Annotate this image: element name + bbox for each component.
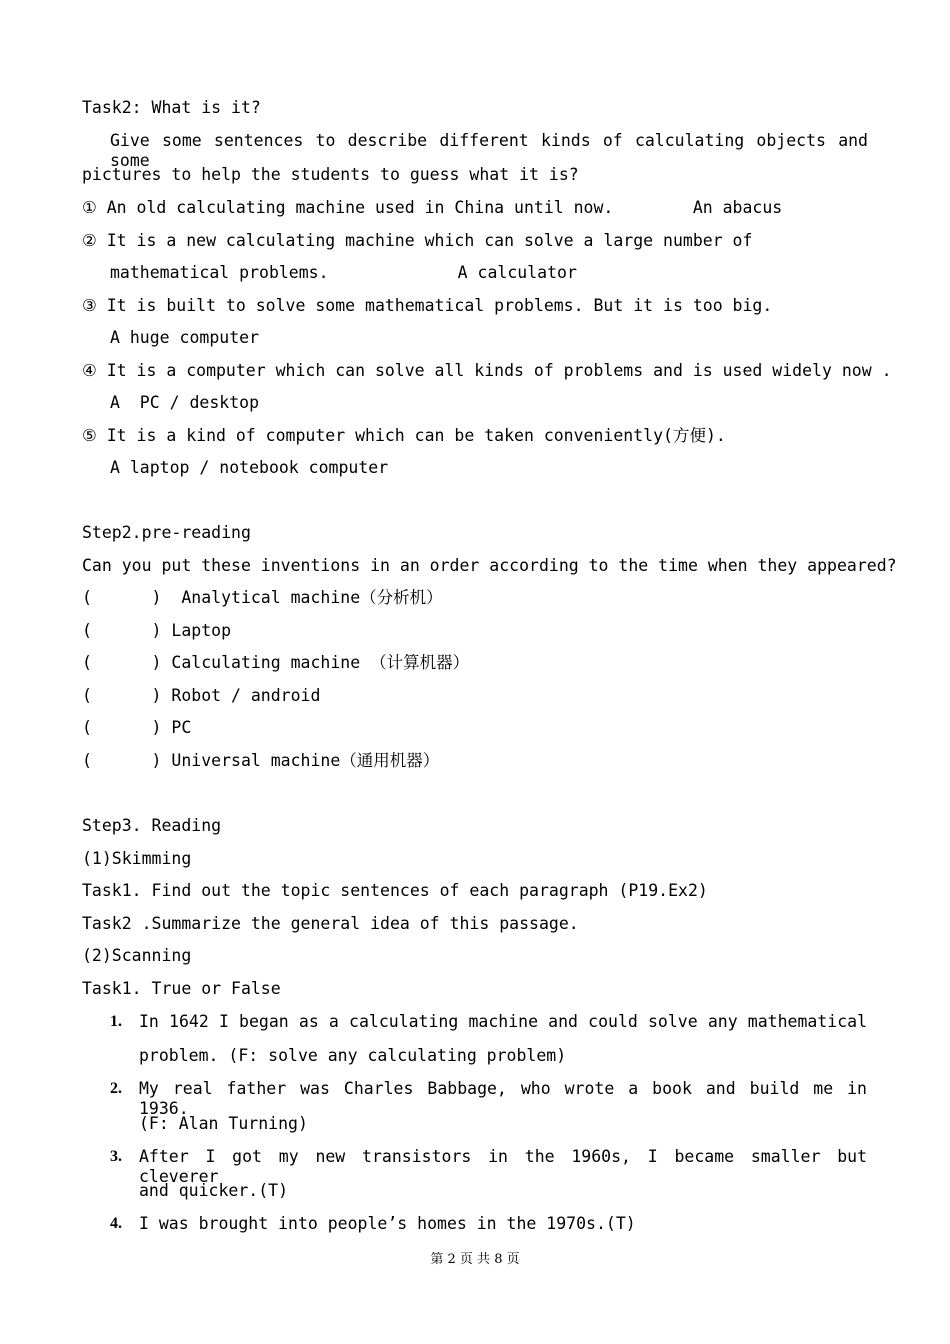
tf-item-number: 1. bbox=[110, 1013, 122, 1030]
task2-question-3-answer: A huge computer bbox=[110, 328, 260, 347]
order-item: ( ) Robot / android bbox=[82, 686, 321, 705]
order-item: ( ) Analytical machine（分析机） bbox=[82, 588, 443, 607]
order-item: ( ) Calculating machine （计算机器） bbox=[82, 653, 470, 672]
task2-question-4: ④ It is a computer which can solve all kinds of problems and is used widely now . bbox=[82, 361, 892, 380]
skimming-task2: Task2 .Summarize the general idea of this passage. bbox=[82, 914, 579, 933]
page-footer: 第 2 页 共 8 页 bbox=[430, 1252, 520, 1267]
task2-intro-line1: Give some sentences to describe different kinds of calculating objects and some bbox=[110, 131, 868, 170]
tf-item-answer: (F: Alan Turning) bbox=[139, 1114, 308, 1133]
task2-heading: Task2: What is it? bbox=[82, 98, 261, 117]
order-item: ( ) PC bbox=[82, 718, 192, 737]
tf-item-answer: problem. (F: solve any calculating problem) bbox=[139, 1046, 567, 1065]
tf-item-text: I was brought into people’s homes in the 1970s.(T) bbox=[139, 1214, 636, 1233]
step2-heading: Step2.pre-reading bbox=[82, 523, 251, 542]
task2-question-2: ② It is a new calculating machine which can solve a large number of bbox=[82, 231, 753, 250]
tf-item-text: My real father was Charles Babbage, who wrote a book and build me in 1936. bbox=[139, 1079, 867, 1118]
task2-intro-line2: pictures to help the students to guess what it is? bbox=[82, 165, 579, 184]
scanning-heading: (2)Scanning bbox=[82, 946, 192, 965]
tf-item-text: In 1642 I began as a calculating machine and could solve any mathematical bbox=[139, 1012, 867, 1031]
task2-question-2-cont: mathematical problems. A calculator bbox=[110, 263, 577, 282]
skimming-heading: (1)Skimming bbox=[82, 849, 192, 868]
tf-item-answer: and quicker.(T) bbox=[139, 1181, 289, 1200]
tf-item-text: After I got my new transistors in the 1960s, I became smaller but cleverer bbox=[139, 1147, 867, 1186]
tf-item-number: 2. bbox=[110, 1080, 122, 1097]
task2-question-4-answer: A PC / desktop bbox=[110, 393, 260, 412]
task2-question-3: ③ It is built to solve some mathematical problems. But it is too big. bbox=[82, 296, 773, 315]
task2-question-1: ① An old calculating machine used in China until now. An abacus bbox=[82, 198, 783, 217]
step3-heading: Step3. Reading bbox=[82, 816, 222, 835]
step2-question: Can you put these inventions in an order according to the time when they appeared? bbox=[82, 556, 897, 575]
order-item: ( ) Laptop bbox=[82, 621, 232, 640]
scanning-task1: Task1. True or False bbox=[82, 979, 281, 998]
task2-question-5: ⑤ It is a kind of computer which can be taken conveniently(方便). bbox=[82, 426, 726, 445]
tf-item-number: 4. bbox=[110, 1215, 122, 1232]
skimming-task1: Task1. Find out the topic sentences of each paragraph (P19.Ex2) bbox=[82, 881, 708, 900]
task2-question-5-answer: A laptop / notebook computer bbox=[110, 458, 389, 477]
order-item: ( ) Universal machine（通用机器） bbox=[82, 751, 440, 770]
tf-item-number: 3. bbox=[110, 1148, 122, 1165]
